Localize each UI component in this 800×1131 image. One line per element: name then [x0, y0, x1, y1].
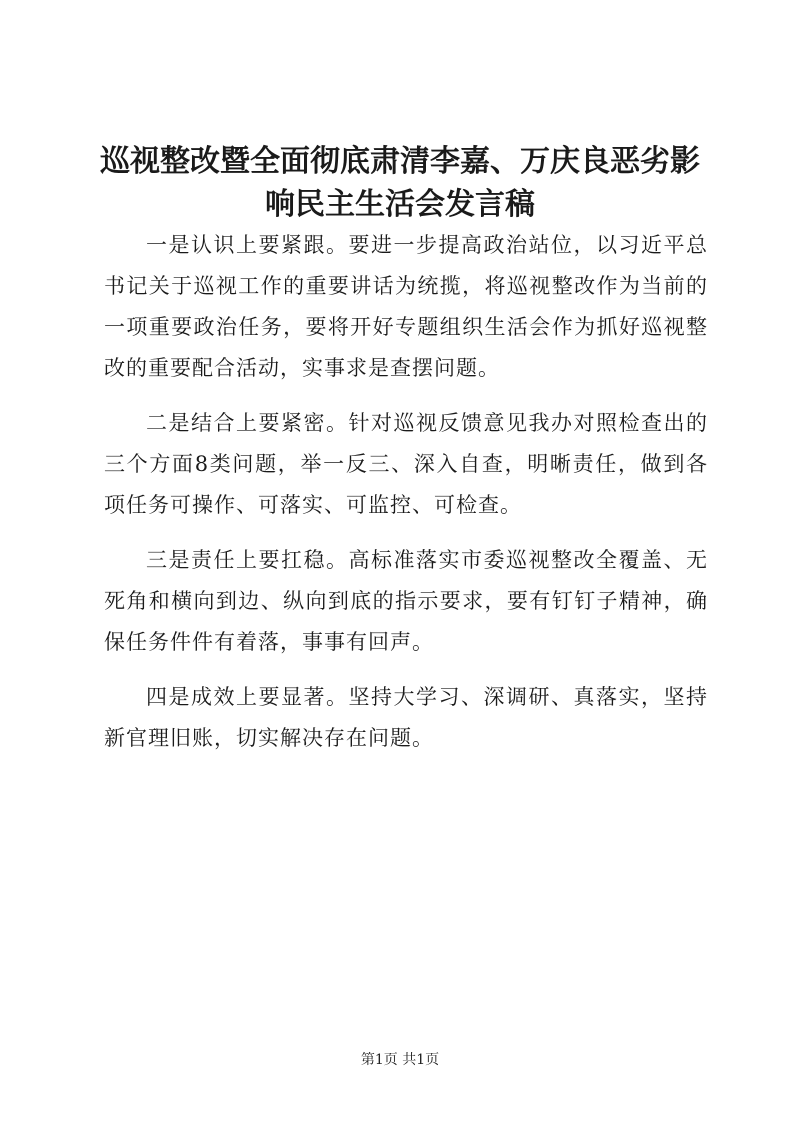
paragraph-2: 二是结合上要紧密。针对巡视反馈意见我办对照检查出的三个方面8类问题，举一反三、深入自查，明晰责任，做到各项任务可操作、可落实、可监控、可检查。 — [104, 411, 708, 517]
document-body — [104, 225, 708, 773]
paragraph-4: 四是成效上要显著。坚持大学习、深调研、真落实，坚持新官理旧账，切实解决存在问题。 — [104, 685, 708, 750]
page-number-footer: 第1页 共1页 — [360, 1052, 440, 1068]
paragraph-3: 三是责任上要扛稳。高标准落实市委巡视整改全覆盖、无死角和横向到边、纵向到底的指示要求，要有钉钉子精神，确保任务件件有着落，事事有回声。 — [104, 548, 708, 654]
document-title: 巡视整改暨全面彻底肃清李嘉、万庆良恶劣影响民主生活会发言稿 — [100, 144, 700, 222]
paragraph-1: 一是认识上要紧跟。要进一步提高政治站位，以习近平总书记关于巡视工作的重要讲话为统揽，将巡视整改作为当前的一项重要政治任务，要将开好专题组织生活会作为抓好巡视整改的重要配合活动，实事求是查摆问题。 — [104, 233, 708, 380]
